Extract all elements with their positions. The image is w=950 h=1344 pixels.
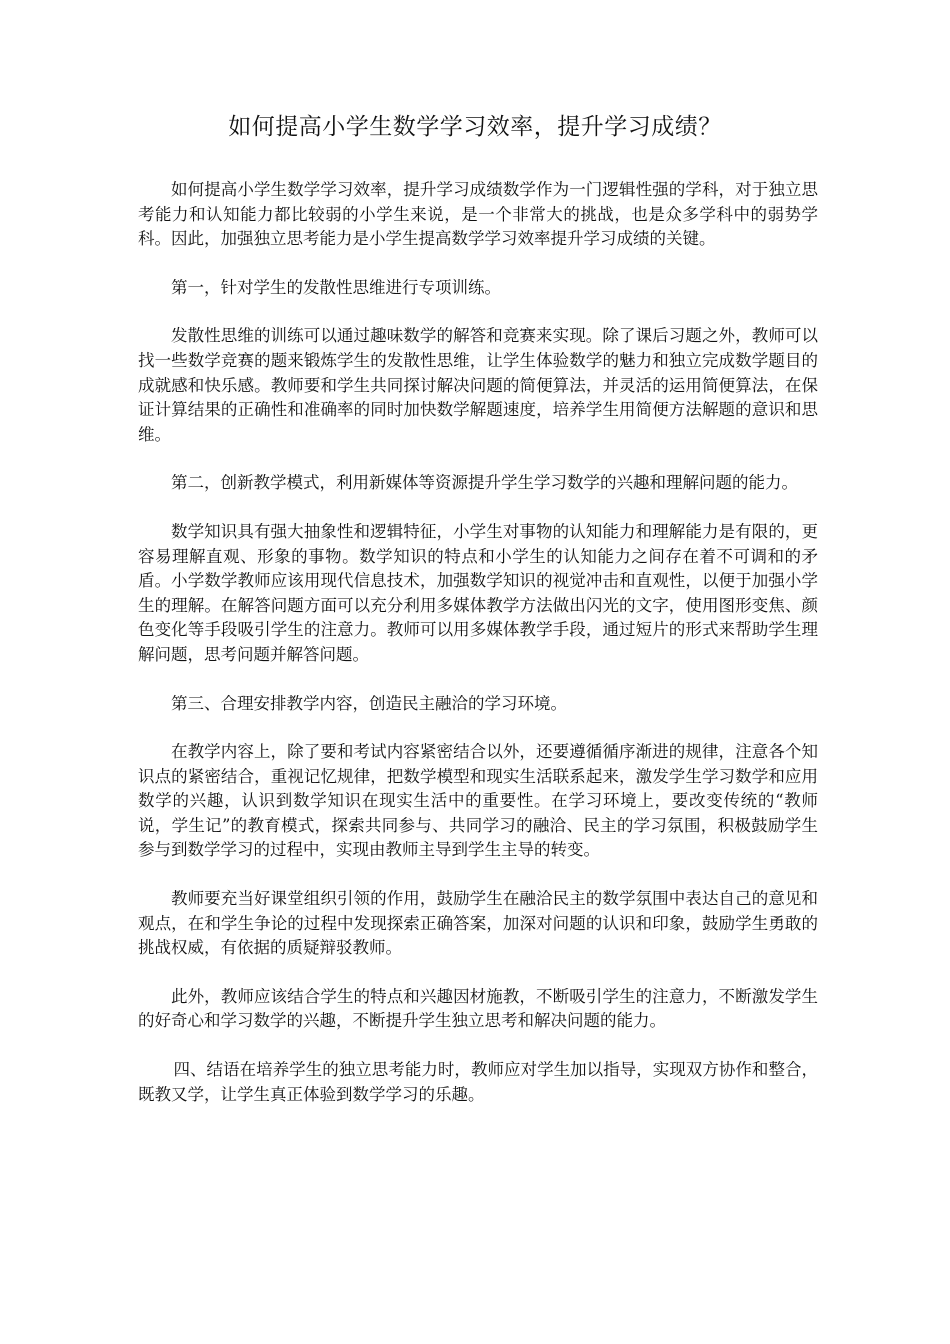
paragraph-conclusion: 四、结语在培养学生的独立思考能力时，教师应对学生加以指导，实现双方协作和整合，既教又学，让学生真正体验到数学学习的乐趣。 [138,1060,818,1104]
paragraph-multimedia: 数学知识具有强大抽象性和逻辑特征，小学生对事物的认知能力和理解能力是有限的，更容易理解直观、形象的事物。数学知识的特点和小学生的认知能力之间存在着不可调和的矛盾。小学数学教师应该用现代信息技术，加强数学知识的视觉冲击和直观性，以便于加强小学生的理解。在解答问题方面可以充分利用多媒体教学方法做出闪光的文字，使用图形变焦、颜色变化等手段吸引学生的注意力。教师可以用多媒体教学手段，通过短片的形式来帮助学生理解问题，思考问题并解答问题。 [138,521,818,664]
paragraph-classroom-role: 教师要充当好课堂组织引领的作用，鼓励学生在融洽民主的数学氛围中表达自己的意见和观点，在和学生争论的过程中发现探索正确答案，加深对问题的认识和印象，鼓励学生勇敢的挑战权威，有依据的质疑辩驳教师。 [138,889,818,958]
heading-second-point: 第二，创新教学模式，利用新媒体等资源提升学生学习数学的兴趣和理解问题的能力。 [171,473,798,493]
heading-third-point: 第三、合理安排教学内容，创造民主融洽的学习环境。 [171,693,567,713]
document-title: 如何提高小学生数学学习效率，提升学习成绩？ [228,114,722,140]
paragraph-individualized-teaching: 此外，教师应该结合学生的特点和兴趣因材施教，不断吸引学生的注意力，不断激发学生的好奇心和学习数学的兴趣，不断提升学生独立思考和解决问题的能力。 [138,986,818,1031]
document-body [138,178,818,1131]
paragraph-teaching-content: 在教学内容上，除了要和考试内容紧密结合以外，还要遵循循序渐进的规律，注意各个知识点的紧密结合，重视记忆规律，把数学模型和现实生活联系起来，激发学生学习数学和应用数学的兴趣，认识到数学知识在现实生活中的重要性。在学习环境上，要改变传统的“教师说，学生记”的教育模式，探索共同参与、共同学习的融洽、民主的学习氛围，积极鼓励学生参与到数学学习的过程中，实现由教师主导到学生主导的转变。 [138,742,818,860]
paragraph-intro: 如何提高小学生数学学习效率，提升学习成绩数学作为一门逻辑性强的学科，对于独立思考能力和认知能力都比较弱的小学生来说，是一个非常大的挑战，也是众多学科中的弱势学科。因此，加强独立思考能力是小学生提高数学学习效率提升学习成绩的关键。 [138,180,818,249]
heading-first-point: 第一，针对学生的发散性思维进行专项训练。 [171,277,501,297]
paragraph-divergent-thinking: 发散性思维的训练可以通过趣味数学的解答和竞赛来实现。除了课后习题之外，教师可以找一些数学竞赛的题来锻炼学生的发散性思维，让学生体验数学的魅力和独立完成数学题目的成就感和快乐感。教师要和学生共同探讨解决问题的简便算法，并灵活的运用简便算法，在保证计算结果的正确性和准确率的同时加快数学解题速度，培养学生用简便方法解题的意识和思维。 [138,326,818,444]
